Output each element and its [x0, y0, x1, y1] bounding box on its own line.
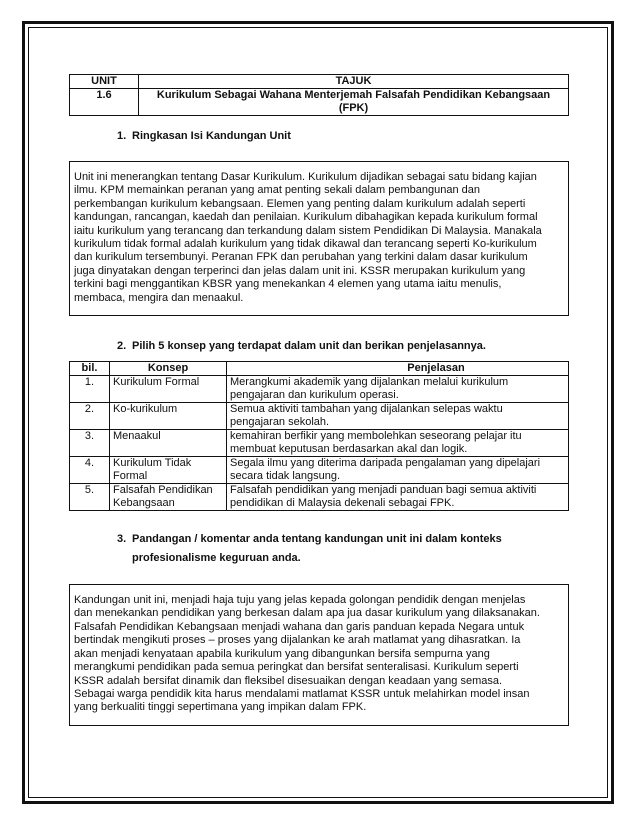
konsep-text: Kurikulum Tidak: [113, 457, 192, 470]
section1-heading: [117, 130, 569, 143]
section2-number: 2.: [117, 340, 127, 353]
tajuk-header: TAJUK: [139, 75, 569, 89]
commentary-line: dan menekankan pendidikan yang berkesan dalam apa jua dasar kurikulum yang dilaksanakan.: [74, 607, 540, 620]
konsep-cell: [110, 484, 227, 511]
unit-title-table: [69, 74, 569, 116]
summary-line: perkembangan kurikulum kebangsaan. Elemen yang penting dalam kurikulum adalah seperti: [74, 197, 526, 210]
section3-title-line2: profesionalisme keguruan anda.: [132, 552, 301, 565]
table-row: [70, 403, 569, 430]
penjelasan-text: pendidikan di Malaysia dekenali sebagai FPK.: [230, 497, 455, 510]
konsep-text: Falsafah Pendidikan: [113, 484, 213, 497]
penjelasan-cell: [227, 403, 569, 430]
unit-number: 1.6: [70, 89, 139, 116]
commentary-line: KSSR adalah bersifat dinamik dan fleksibel disesuaikan dengan keadaan yang semasa.: [74, 674, 503, 687]
penjelasan-text: secara tidak langsung.: [230, 470, 341, 483]
bil-header: bil.: [70, 362, 110, 376]
penjelasan-cell: [227, 484, 569, 511]
section1-title: Ringkasan Isi Kandungan Unit: [132, 130, 291, 142]
section2-heading: [117, 340, 569, 353]
summary-line: membaca, mengira dan menaakul.: [74, 291, 244, 304]
konsep-text: Menaakul: [113, 430, 161, 443]
penjelasan-text: Falsafah pendidikan yang menjadi panduan bagi semua aktiviti: [230, 484, 537, 497]
konsep-text: Kurikulum Formal: [113, 376, 200, 389]
commentary-box: [69, 584, 569, 726]
penjelasan-cell: [227, 376, 569, 403]
konsep-header: Konsep: [110, 362, 227, 376]
penjelasan-text: pengajaran sekolah.: [230, 416, 330, 429]
summary-box: [69, 161, 569, 316]
document-content: [69, 74, 569, 726]
bil-cell: 2.: [70, 403, 110, 430]
commentary-line: Falsafah Pendidikan Kebangsaan menjadi wahana dan garis panduan kepada Negara untuk: [74, 620, 525, 633]
konsep-cell: [110, 376, 227, 403]
commentary-line: Kandungan unit ini, menjadi haja tuju yang jelas kepada golongan pendidik dengan menjelas: [74, 594, 526, 607]
commentary-line: akan menjadi kenyataan apabila kurikulum yang dibangunkan bersifa sempurna yang: [74, 647, 490, 660]
konsep-cell: [110, 430, 227, 457]
section3-heading: [117, 533, 569, 565]
konsep-cell: [110, 457, 227, 484]
penjelasan-header: Penjelasan: [227, 362, 569, 376]
penjelasan-text: kemahiran berfikir yang membolehkan seseorang pelajar itu: [230, 430, 522, 443]
commentary-line: Sebagai warga pendidik kita harus mendalami matlamat KSSR untuk melahirkan model insan: [74, 687, 530, 700]
section3-number: 3.: [117, 533, 127, 546]
bil-cell: 3.: [70, 430, 110, 457]
penjelasan-text: pengajaran dan kurikulum operasi.: [230, 389, 399, 402]
concept-table: [69, 361, 569, 511]
summary-line: kurikulum tidak formal adalah kurikulum yang tidak dikawal dan terancang seperti Ko-kurikulum: [74, 238, 537, 251]
summary-line: terkini bagi menggantikan KBSR yang menekankan 4 elemen yang utama iaitu menulis,: [74, 278, 502, 291]
table-row: [70, 457, 569, 484]
table-row: [70, 484, 569, 511]
konsep-text: Kebangsaan: [113, 497, 175, 510]
penjelasan-text: Merangkumi akademik yang dijalankan melalui kurikulum: [230, 376, 509, 389]
penjelasan-text: Semua aktiviti tambahan yang dijalankan selepas waktu: [230, 403, 503, 416]
summary-line: kandungan, rancangan, kaedah dan penilaian. Kurikulum dibahagikan kepada kurikulum formal: [74, 211, 538, 224]
commentary-line: bertindak mengikuti proses – proses yang dijalankan ke arah matlamat yang dihasratkan. Ia: [74, 634, 521, 647]
bil-cell: 1.: [70, 376, 110, 403]
section3-title-line1: Pandangan / komentar anda tentang kandungan unit ini dalam konteks: [132, 533, 502, 546]
bil-cell: 4.: [70, 457, 110, 484]
table-row: [70, 376, 569, 403]
penjelasan-text: membuat keputusan berdasarkan akal dan logik.: [230, 443, 468, 456]
summary-line: ilmu. KPM memainkan peranan yang amat penting sekali dalam pembangunan dan: [74, 184, 481, 197]
bil-cell: 5.: [70, 484, 110, 511]
penjelasan-text: Segala ilmu yang diterima daripada pengalaman yang dipelajari: [230, 457, 541, 470]
table-row: [70, 430, 569, 457]
unit-title-line1: Kurikulum Sebagai Wahana Menterjemah Falsafah Pendidikan Kebangsaan: [156, 89, 551, 101]
summary-line: juga dinyatakan dengan terperinci dan jelas dalam unit ini. KSSR merupakan kurikulum yang: [74, 264, 526, 277]
unit-title: [139, 89, 569, 116]
commentary-line: yang berkualiti tinggi sepertimana yang impikan dalam FPK.: [74, 701, 367, 714]
commentary-line: merangkumi pendidikan pada semua peringkat dan bersifat senteralisasi. Kurikulum seperti: [74, 661, 519, 674]
konsep-text: Formal: [113, 470, 148, 483]
unit-header: UNIT: [70, 75, 139, 89]
section1-number: 1.: [117, 130, 127, 142]
summary-line: dan kurikulum tersembunyi. Peranan FPK dan perubahan yang terkini dalam dasar kurikulum: [74, 251, 528, 264]
summary-line: iaitu kurikulum yang terancang dan terkandung dalam sistem Pendidikan Di Malaysia. Manakala: [74, 224, 542, 237]
unit-title-line2: (FPK): [338, 102, 369, 114]
konsep-cell: [110, 403, 227, 430]
summary-line: Unit ini menerangkan tentang Dasar Kurikulum. Kurikulum dijadikan sebagai satu bidang kajian: [74, 171, 537, 183]
penjelasan-cell: [227, 430, 569, 457]
konsep-text: Ko-kurikulum: [113, 403, 178, 416]
penjelasan-cell: [227, 457, 569, 484]
section2-title: Pilih 5 konsep yang terdapat dalam unit dan berikan penjelasannya.: [132, 340, 486, 353]
